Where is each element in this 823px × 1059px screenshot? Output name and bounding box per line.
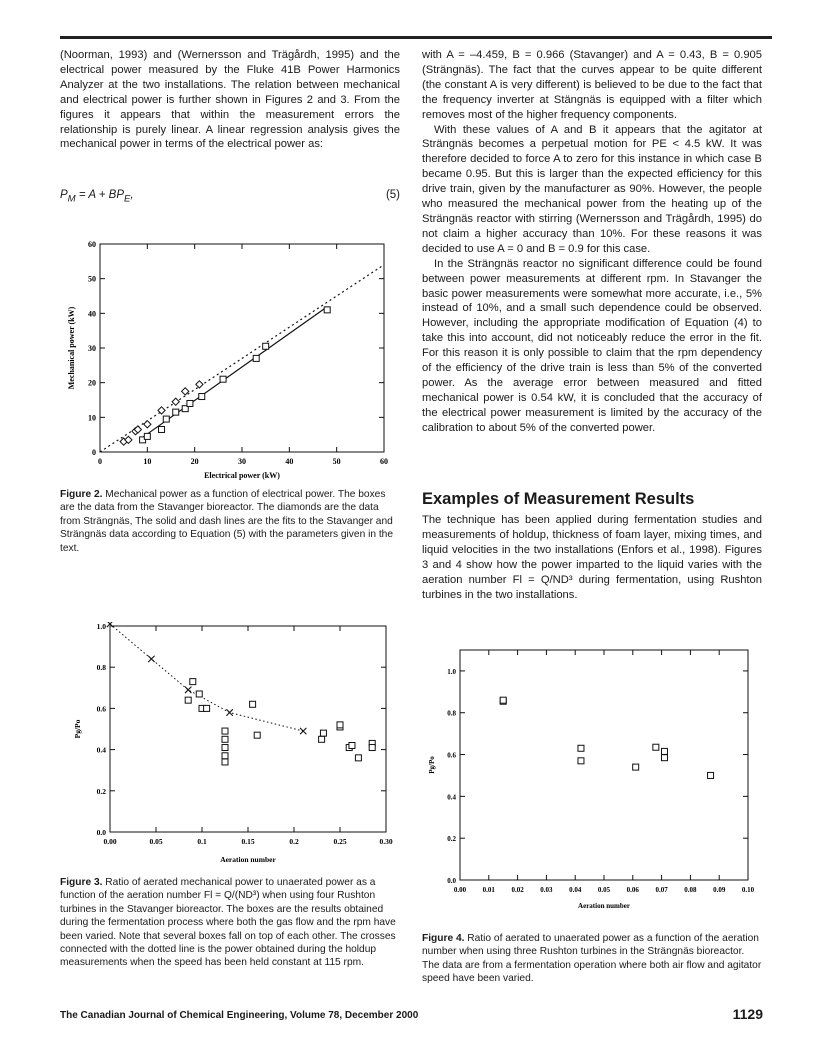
box-marker — [144, 433, 150, 439]
section-heading: Examples of Measurement Results — [422, 490, 695, 508]
cross-marker — [148, 656, 154, 662]
y-tick-label: 0 — [92, 448, 96, 457]
diamond-marker — [144, 421, 151, 428]
box-marker — [708, 772, 714, 778]
paragraph: With these values of A and B it appears that the agitator at Strängnäs becomes a perpetual motion for PE < 4.5 kW. It was therefore decided to force A to zero for this instance in which case B became 0.95. But this is larger than the expected efficiency for this drive train, given by the manufacturer as 90%. However, the people who measured the mechanical power from the heating up of the Strängnäs reactor with stirring (Wernersson and Trägårdh, 1995) do not claim a higher accuracy than 10%. For these reasons it was decided to use A = 0 and B = 0.9 for this case. — [422, 123, 762, 255]
box-marker — [190, 679, 196, 685]
figure-3-chart — [60, 622, 400, 872]
y-tick-label: 0.6 — [447, 751, 456, 760]
box-marker — [204, 705, 210, 711]
box-marker — [222, 759, 228, 765]
x-tick-label: 0.10 — [741, 886, 755, 894]
y-axis-label: Pg/Po — [428, 756, 436, 774]
y-axis-label: Mechanical power (kW) — [67, 306, 76, 390]
x-axis-label: Electrical power (kW) — [204, 471, 280, 480]
x-tick-label: 0.01 — [482, 886, 495, 894]
y-axis-label: Pg/Po — [73, 719, 82, 739]
box-marker — [187, 400, 193, 406]
x-tick-label: 0.25 — [333, 837, 347, 846]
diamond-marker — [172, 398, 179, 405]
box-marker — [349, 742, 355, 748]
y-tick-label: 0.2 — [447, 835, 456, 844]
left-column-text — [60, 48, 400, 152]
box-marker — [500, 697, 506, 703]
x-tick-label: 0.04 — [569, 886, 582, 894]
box-marker — [254, 732, 260, 738]
y-tick-label: 1.0 — [447, 667, 456, 676]
x-tick-label: 0.30 — [379, 837, 393, 846]
x-tick-label: 0.00 — [103, 837, 117, 846]
cross-marker — [226, 709, 232, 715]
box-marker — [661, 755, 667, 761]
box-marker — [159, 426, 165, 432]
right-column-text — [422, 48, 762, 436]
y-tick-label: 0.0 — [96, 828, 106, 837]
y-tick-label: 50 — [88, 274, 96, 284]
x-tick-label: 10 — [143, 457, 152, 466]
caption-text: Mechanical power as a function of electrical power. The boxes are the data from the Stavanger bioreactor. The diamonds are the data from Strängnäs, The solid and dash lines are the fits to the Stavanger and Strängnäs data according to Equation (5) with the parameters given in the text. — [60, 489, 393, 554]
x-tick-label: 0.08 — [684, 886, 697, 894]
box-marker — [263, 343, 269, 349]
equation-5 — [60, 189, 400, 204]
x-axis-label: Aeration number — [578, 902, 630, 910]
x-axis-label: Aeration number — [220, 855, 276, 864]
box-marker — [320, 730, 326, 736]
equation-body: $P_M = A + BP_E$, — [60, 189, 134, 205]
cross-marker — [300, 728, 306, 734]
x-tick-label: 0.15 — [241, 837, 255, 846]
x-tick-label: 0.03 — [540, 886, 553, 894]
y-tick-label: 0.4 — [447, 793, 456, 802]
paragraph: with A = –4.459, B = 0.966 (Stavanger) and A = 0.43, B = 0.905 (Strängnäs). The fact that the curves appear to be quite different (the constant A is very different) is believed to be due to the fact that the frequency inverter at Stängnäs is equipped with a filter which removes most of the higher frequency components. — [422, 49, 762, 121]
y-tick-label: 60 — [88, 240, 96, 249]
diamond-marker — [196, 381, 203, 388]
figure-4-caption — [422, 932, 762, 986]
box-marker — [173, 409, 179, 415]
box-marker — [196, 691, 202, 697]
figure-2-caption — [60, 488, 400, 555]
y-tick-label: 0.8 — [96, 663, 106, 673]
box-marker — [199, 394, 205, 400]
y-tick-label: 10 — [88, 413, 96, 423]
y-tick-label: 0.6 — [96, 704, 106, 714]
paragraph: (Noorman, 1993) and (Wernersson and Trägårdh, 1995) and the electrical power measured by the Fluke 41B Power Harmonics Analyzer at the two installations. The relation between mechanical and electrical power is further shown in Figures 2 and 3. From the figures it appears that within the measurement errors the relationship is purely linear. A linear regression analysis gives the mechanical power in terms of the electrical power as: — [60, 49, 400, 151]
x-tick-label: 0.1 — [197, 837, 207, 846]
box-marker — [222, 753, 228, 759]
box-marker — [220, 376, 226, 382]
x-tick-label: 30 — [238, 457, 246, 466]
caption-label: Figure 3. — [60, 877, 103, 888]
box-marker — [324, 307, 330, 313]
box-marker — [222, 728, 228, 734]
plot-frame — [110, 626, 386, 832]
x-tick-label: 0.05 — [597, 886, 611, 894]
figure-2-chart — [60, 238, 400, 486]
y-tick-label: 0.2 — [96, 786, 106, 796]
box-marker — [653, 744, 659, 750]
x-tick-label: 0.00 — [453, 886, 467, 894]
x-tick-label: 20 — [190, 457, 199, 466]
footer-journal: The Canadian Journal of Chemical Engineering, Volume 78, December 2000 — [60, 1010, 419, 1021]
y-tick-label: 0.4 — [96, 745, 106, 755]
strangnas-fit-line — [100, 265, 384, 452]
y-tick-label: 30 — [88, 344, 96, 353]
figure-4-chart — [418, 636, 768, 922]
page-number: 1129 — [732, 1006, 763, 1022]
holdup-dotted-line — [110, 624, 303, 731]
x-tick-label: 50 — [332, 457, 341, 466]
box-marker — [163, 416, 169, 422]
caption-text: Ratio of aerated mechanical power to unaerated power as a function of the aeration number Fl = Q/(ND³) when using four Rushton turbines in the Stavanger bioreactor. The boxes are the results obtained during the fermentation process where both the gas flow and the rpm have been varied. Note that several boxes fall on top of each other. The crosses connected with the dotted line is the power obtained during the holdup measurements when the speed has been held constant at 115 rpm. — [60, 877, 396, 969]
y-tick-label: 1.0 — [96, 622, 106, 631]
box-marker — [319, 736, 325, 742]
paragraph: The technique has been applied during fermentation studies and measurements of holdup, thickness of foam layer, mixing times, and liquid velocities in the two installations (Enfors et al., 1998). Figures 3 and 4 show how the power imparted to the liquid varies with the aeration number Fl = Q/ND³ during fermentation, using Rushton turbines in the two installations. — [422, 514, 762, 601]
box-marker — [250, 701, 256, 707]
stavanger-fit-line — [143, 307, 328, 438]
figure-3-caption — [60, 876, 400, 970]
box-marker — [355, 755, 361, 761]
plot-frame — [460, 650, 748, 880]
box-marker — [222, 745, 228, 751]
box-marker — [369, 745, 375, 751]
section-text — [422, 513, 762, 602]
equation-number: (5) — [385, 189, 400, 201]
x-tick-label: 0.07 — [655, 886, 668, 894]
caption-label: Figure 4. — [422, 933, 465, 944]
box-marker — [578, 745, 584, 751]
x-tick-label: 0.02 — [511, 886, 524, 894]
paragraph: In the Strängnäs reactor no significant difference could be found between power measurements at different rpm. In Stavanger the basic power measurements were somewhat more accurate, i.e., 5% instead of 10%, and a small such dependence could be observed. However, including the appropriate modification of Equation (4) to take this into account, did not noticeably reduce the error in the fit. For this reason it is only possible to claim that the rpm dependency of the efficiency of the drive train is less than 5% of the converted power. As the average error between measured and fitted mechanical power is 0.54 kW, it is concluded that the accuracy of the electrical power measurement is limited by the accuracy of the calibration to about 5% of the converted power. — [422, 257, 762, 434]
y-tick-label: 20 — [88, 378, 96, 388]
x-tick-label: 0.05 — [149, 837, 163, 846]
top-rule — [60, 36, 772, 39]
plot-frame — [100, 244, 384, 452]
box-marker — [337, 722, 343, 728]
y-tick-label: 0.0 — [447, 877, 456, 885]
box-marker — [578, 758, 584, 764]
x-tick-label: 40 — [285, 457, 294, 466]
x-tick-label: 0.06 — [626, 886, 639, 894]
y-tick-label: 40 — [88, 309, 96, 319]
box-marker — [633, 764, 639, 770]
box-marker — [661, 748, 667, 754]
cross-marker — [185, 687, 191, 693]
x-tick-label: 0.2 — [289, 837, 299, 846]
caption-text: Ratio of aerated to unaerated power as a function of the aeration number when using three Rushton turbines in the Strängnäs bioreactor. The data are from a fermentation operation where both air flow and agitator speed have been varied. — [422, 933, 762, 985]
box-marker — [222, 736, 228, 742]
box-marker — [185, 697, 191, 703]
caption-label: Figure 2. — [60, 489, 103, 500]
x-tick-label: 0 — [98, 457, 102, 466]
y-tick-label: 0.8 — [447, 709, 456, 718]
x-tick-label: 0.09 — [713, 886, 726, 894]
box-marker — [253, 355, 259, 361]
x-tick-label: 60 — [380, 457, 388, 466]
